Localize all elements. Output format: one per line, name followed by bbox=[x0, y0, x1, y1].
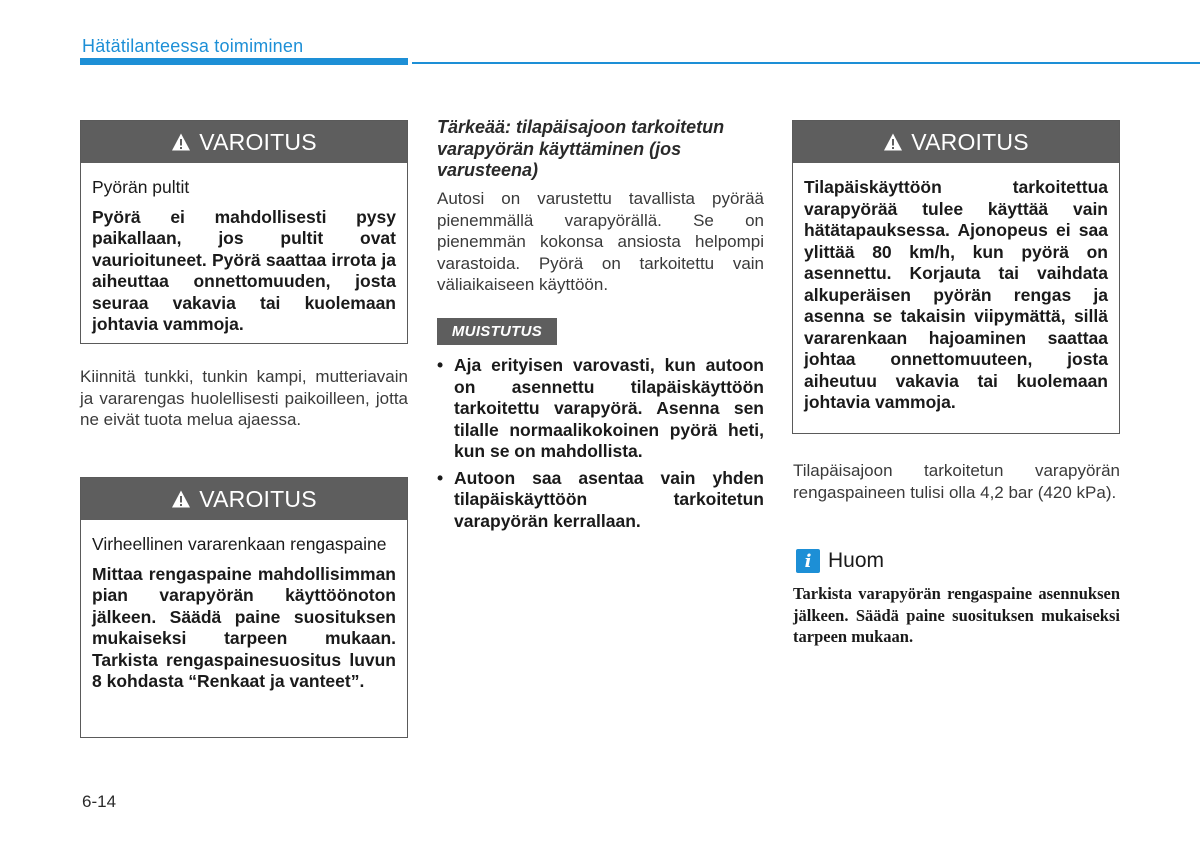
warning-box-wheel-bolts bbox=[80, 120, 408, 344]
bullet-icon: • bbox=[437, 467, 444, 488]
spare-wheel-paragraph: Autosi on varustettu tavallista pyörää pienemmällä varapyörällä. Se on pienemmän kokonsa ansiosta helpompi varastoida. Pyörä on tarkoitettu vain väliaikaiseen käyttöön. bbox=[437, 189, 764, 294]
warning-subtitle: Pyörän pultit bbox=[92, 177, 190, 197]
list-item-text: Aja erityisen varovasti, kun autoon on asennettu tilapäiskäyttöön tarkoitettu varapyörä. Asenna sen tilalle normaalikokoinen pyörä heti, kun se on mahdollista. bbox=[454, 355, 764, 461]
warning-text: Pyörä ei mahdollisesti pysy paikallaan, jos pultit ovat vaurioituneet. Pyörä saattaa irrota ja aiheuttaa onnettomuuden, josta seuraa vakavia tai kuolemaan johtavia vammoja. bbox=[92, 206, 396, 334]
page-number: 6-14 bbox=[82, 792, 117, 811]
warning-body bbox=[81, 163, 407, 346]
note-header bbox=[796, 549, 884, 573]
list-item-text: Autoon saa asentaa vain yhden tilapäiskäyttöön tarkoitetun varapyörän kerrallaan. bbox=[454, 467, 764, 531]
list-item bbox=[437, 355, 764, 463]
info-icon: i bbox=[796, 549, 820, 573]
section-title: Hätätilanteessa toimiminen bbox=[82, 36, 304, 56]
warning-heading: VAROITUS bbox=[911, 128, 1029, 155]
warning-header bbox=[793, 121, 1119, 163]
warning-subtitle: Virheellinen vararenkaan rengaspaine bbox=[92, 534, 387, 554]
spare-pressure-paragraph: Tilapäisajoon tarkoitetun varapyörän rengaspaineen tulisi olla 4,2 bar (420 kPa). bbox=[793, 461, 1120, 502]
warning-triangle-icon bbox=[883, 132, 903, 152]
warning-text: Tilapäiskäyttöön tarkoitettua varapyörää tulee käyttää vain hätätapauksessa. Ajonopeus ei saa ylittää 80 km/h, kun pyörä on asennettu. Korjauta tai vaihdata alkuperäisen pyörän rengas ja asenna se takaisin viipymättä, sillä vararenkaan hajoaminen saattaa johtaa onnettomuuteen, josta aiheutuu vakavia tai kuolemaan johtavia vammoja. bbox=[804, 177, 1108, 412]
jack-storage-paragraph: Kiinnitä tunkki, tunkin kampi, mutteriavain ja vararengas huolellisesti paikoilleen, jotta ne eivät tuota melua ajaessa. bbox=[80, 367, 408, 429]
bullet-icon: • bbox=[437, 355, 444, 375]
note-heading: Huom bbox=[828, 549, 885, 572]
warning-heading: VAROITUS bbox=[199, 485, 317, 512]
warning-body bbox=[793, 163, 1119, 424]
warning-triangle-icon bbox=[171, 132, 191, 152]
warning-box-spare-pressure bbox=[80, 477, 408, 738]
note-text: Tarkista varapyörän rengaspaine asennuksen jälkeen. Säädä paine suosituksen mukaiseksi tarpeen mukaan. bbox=[793, 584, 1120, 646]
header-rule-thick bbox=[80, 58, 408, 65]
list-item bbox=[437, 468, 764, 533]
header-rule-thin bbox=[412, 62, 1200, 64]
spare-wheel-heading: Tärkeää: tilapäisajoon tarkoitetun varapyörän käyttäminen (jos varusteena) bbox=[437, 117, 725, 180]
warning-text: Mittaa rengaspaine mahdollisimman pian varapyörän käyttöönoton jälkeen. Säädä paine suosituksen mukaiseksi tarpeen mukaan. Tarkista rengaspainesuositus luvun 8 kohdasta “Renkaat ja vanteet”. bbox=[92, 563, 396, 691]
warning-heading: VAROITUS bbox=[199, 128, 317, 155]
warning-body bbox=[81, 520, 407, 703]
warning-triangle-icon bbox=[171, 489, 191, 509]
warning-header bbox=[81, 121, 407, 163]
reminder-list bbox=[437, 355, 764, 537]
reminder-badge: MUISTUTUS bbox=[437, 318, 557, 345]
warning-box-temporary-spare bbox=[792, 120, 1120, 434]
warning-header bbox=[81, 478, 407, 520]
